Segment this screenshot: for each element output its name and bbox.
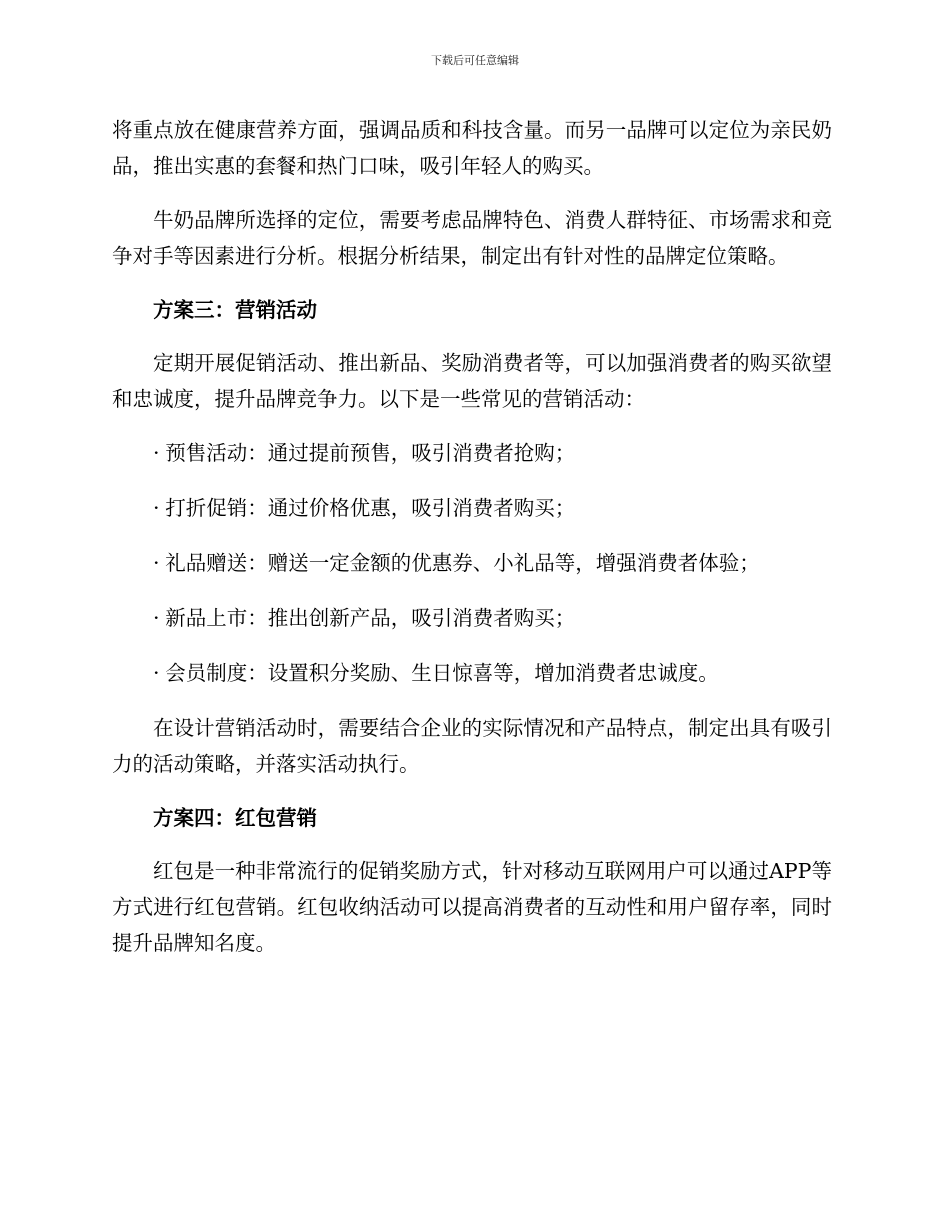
paragraph-brand-positioning-continued: 将重点放在健康营养方面，强调品质和科技含量。而另一品牌可以定位为亲民奶品，推出实惠的套餐和热门口味，吸引年轻人的购买。 <box>112 118 832 178</box>
section-heading-red-envelope-marketing: 方案四：红包营销 <box>153 806 317 830</box>
page-header: 下载后可任意编辑 <box>431 54 519 67</box>
bullet-marker: · <box>153 661 160 685</box>
bullet-marker: · <box>153 441 160 465</box>
list-item-text: 会员制度：设置积分奖励、生日惊喜等，增加消费者忠诚度。 <box>165 661 719 685</box>
document-body <box>112 112 832 979</box>
list-item <box>112 490 832 526</box>
bullet-marker: · <box>153 551 160 575</box>
list-item-text: 预售活动：通过提前预售，吸引消费者抢购； <box>165 441 576 465</box>
bullet-marker: · <box>153 606 160 630</box>
list-item <box>112 545 832 581</box>
paragraph-red-envelope: 红包是一种非常流行的促销奖励方式，针对移动互联网用户可以通过APP等方式进行红包营销。红包收纳活动可以提高消费者的互动性和用户留存率，同时提升品牌知名度。 <box>112 859 832 955</box>
paragraph-marketing-design: 在设计营销活动时，需要结合企业的实际情况和产品特点，制定出具有吸引力的活动策略，并落实活动执行。 <box>112 716 832 776</box>
list-item <box>112 655 832 691</box>
bullet-marker: · <box>153 496 160 520</box>
paragraph-marketing-intro: 定期开展促销活动、推出新品、奖励消费者等，可以加强消费者的购买欲望和忠诚度，提升品牌竞争力。以下是一些常见的营销活动： <box>112 351 832 411</box>
paragraph-positioning-analysis: 牛奶品牌所选择的定位，需要考虑品牌特色、消费人群特征、市场需求和竞争对手等因素进行分析。根据分析结果，制定出有针对性的品牌定位策略。 <box>112 208 832 268</box>
list-item-text: 礼品赠送：赠送一定金额的优惠券、小礼品等，增强消费者体验； <box>165 551 760 575</box>
list-item <box>112 600 832 636</box>
list-item-text: 打折促销：通过价格优惠，吸引消费者购买； <box>165 496 576 520</box>
section-heading-marketing-activities: 方案三：营销活动 <box>153 298 317 322</box>
list-item-text: 新品上市：推出创新产品，吸引消费者购买； <box>165 606 576 630</box>
list-item <box>112 435 832 471</box>
